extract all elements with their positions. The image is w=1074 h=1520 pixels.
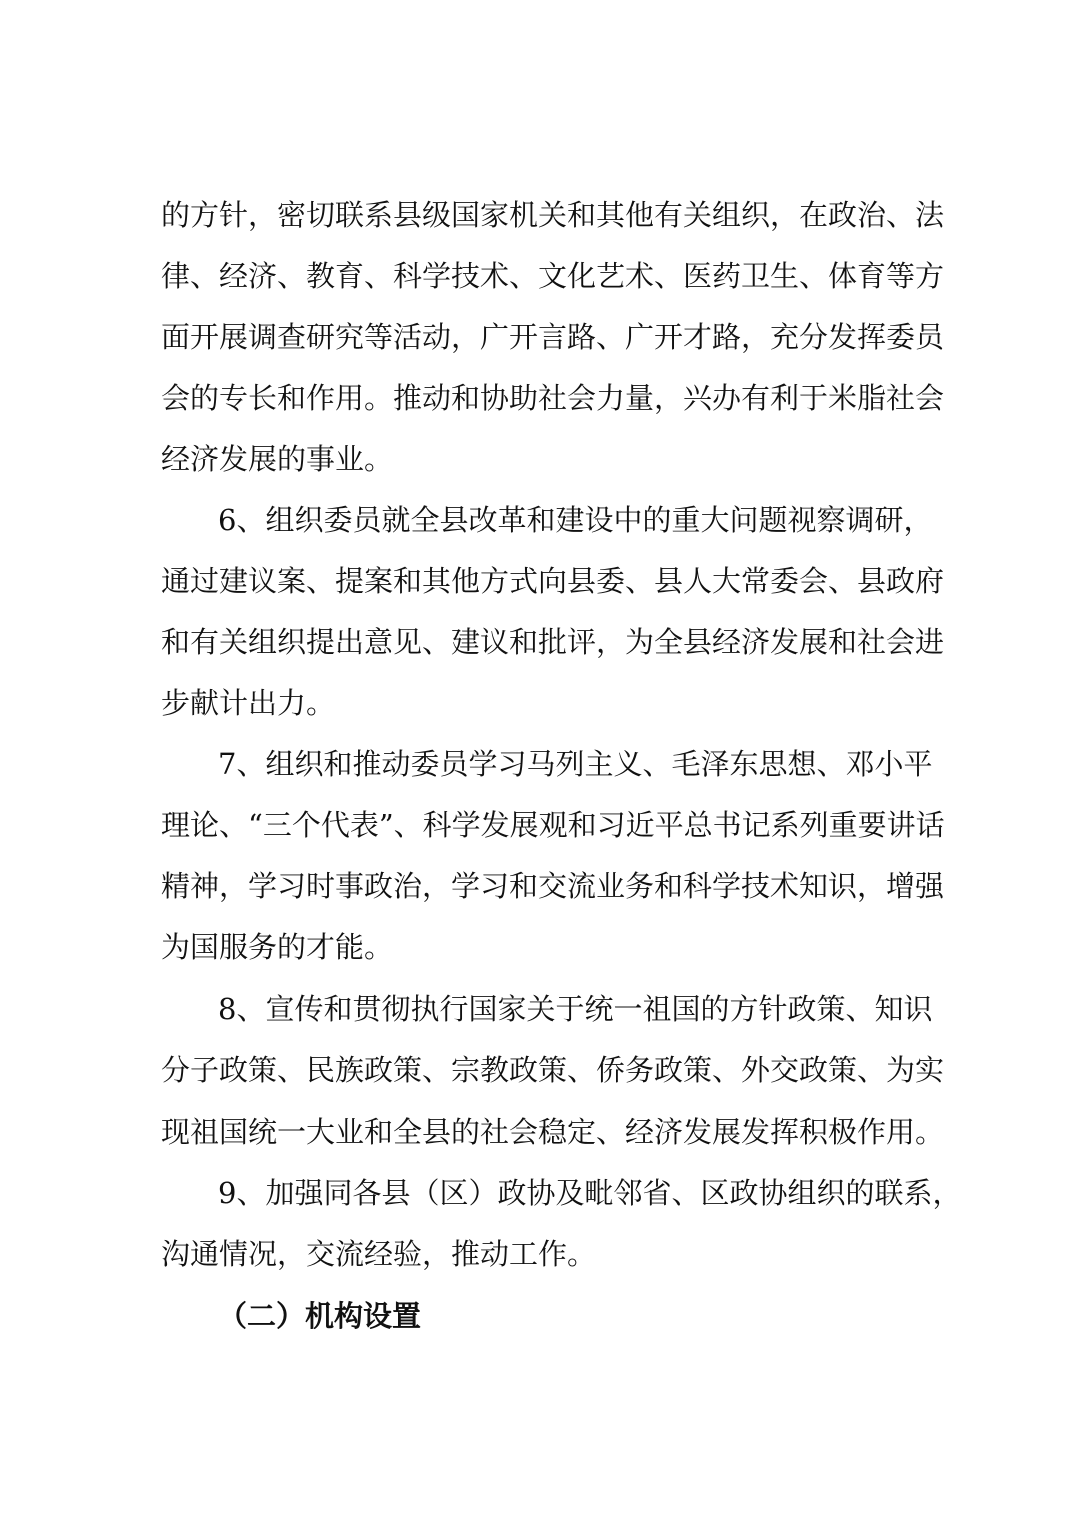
- paragraph-line: 通过建议案、提案和其他方式向县委、县人大常委会、县政府: [161, 564, 945, 598]
- section-heading: （二）机构设置: [218, 1299, 422, 1333]
- paragraph-line: 步献计出力。: [161, 686, 336, 720]
- paragraph-line: 理论、“三个代表”、科学发展观和习近平总书记系列重要讲话: [161, 808, 945, 842]
- paragraph-line: 沟通情况，交流经验，推动工作。: [161, 1237, 597, 1271]
- paragraph-line: 会的专长和作用。推动和协助社会力量，兴办有利于米脂社会: [161, 381, 945, 415]
- item-8-first-line: 8、宣传和贯彻执行国家关于统一祖国的方针政策、知识: [218, 992, 933, 1026]
- paragraph-line: 的方针，密切联系县级国家机关和其他有关组织，在政治、法: [161, 198, 945, 232]
- paragraph-line: 现祖国统一大业和全县的社会稳定、经济发展发挥积极作用。: [161, 1115, 945, 1149]
- paragraph-line: 分子政策、民族政策、宗教政策、侨务政策、外交政策、为实: [161, 1053, 945, 1087]
- paragraph-line: 和有关组织提出意见、建议和批评，为全县经济发展和社会进: [161, 625, 945, 659]
- paragraph-line: 经济发展的事业。: [161, 442, 394, 476]
- paragraph-line: 律、经济、教育、科学技术、文化艺术、医药卫生、体育等方: [161, 259, 945, 293]
- item-9-first-line: 9、加强同各县（区）政协及毗邻省、区政协组织的联系，: [218, 1176, 962, 1210]
- item-7-first-line: 7、组织和推动委员学习马列主义、毛泽东思想、邓小平: [218, 747, 933, 781]
- item-6-first-line: 6、组织委员就全县改革和建设中的重大问题视察调研，: [218, 503, 933, 537]
- paragraph-line: 面开展调查研究等活动，广开言路、广开才路，充分发挥委员: [161, 320, 945, 354]
- paragraph-line: 精神，学习时事政治，学习和交流业务和科学技术知识，增强: [161, 869, 945, 903]
- paragraph-line: 为国服务的才能。: [161, 930, 394, 964]
